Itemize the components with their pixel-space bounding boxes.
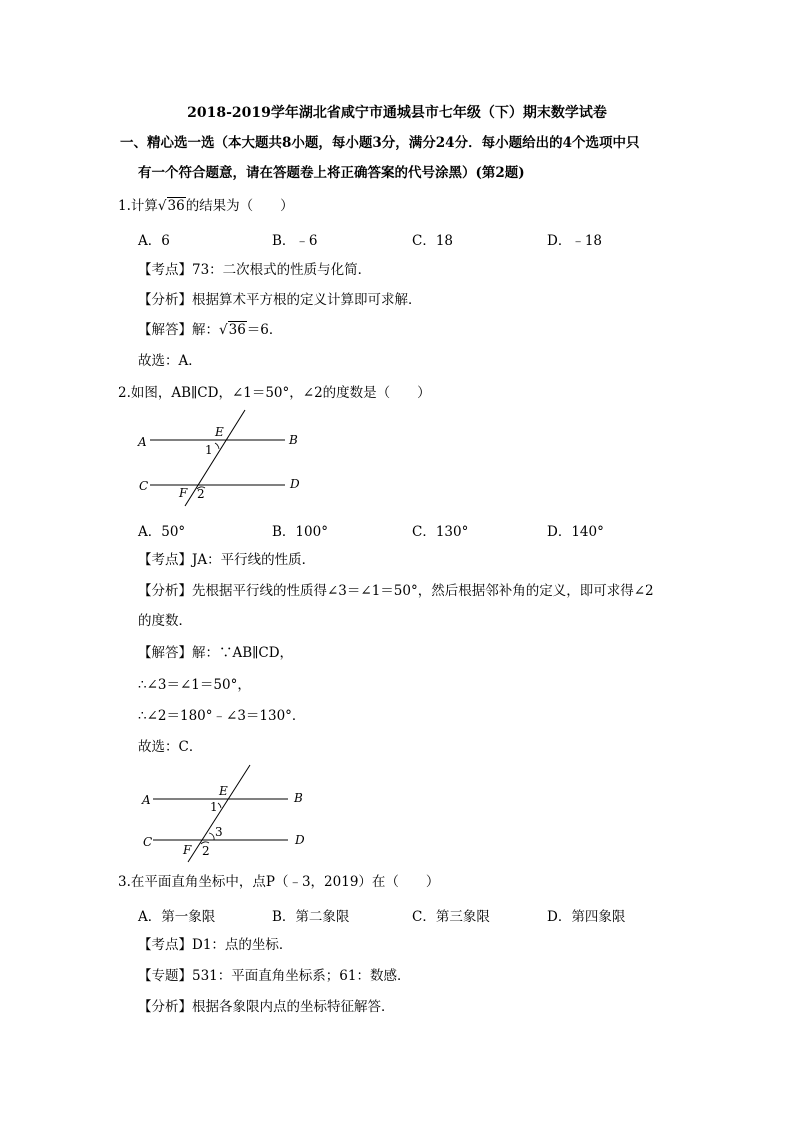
fenxi-label: 【分析】 <box>138 292 192 308</box>
kaodian-label: 【考点】 <box>138 552 192 568</box>
q1-option-a: A．6 <box>138 233 170 249</box>
q2-figure-parallel-lines <box>135 408 315 510</box>
label-a: A <box>138 435 147 449</box>
jieda-label: 【解答】 <box>138 645 192 661</box>
q2-fenxi-line2: 的度数． <box>138 613 192 629</box>
kaodian-text: 73：二次根式的性质与化简． <box>192 262 372 278</box>
label-f: F <box>183 843 192 857</box>
q1-option-b: B．﹣6 <box>272 233 318 249</box>
zhuanti-label: 【专题】 <box>138 968 192 984</box>
q1-jieda <box>138 321 282 339</box>
q3-fenxi <box>138 998 395 1016</box>
angle-1-arc <box>218 803 221 808</box>
label-b: B <box>294 791 303 805</box>
fenxi-text: 先根据平行线的性质得∠3＝∠1＝50°，然后根据邻补角的定义，即可求得∠2 <box>192 583 654 599</box>
q3-option-a: A．第一象限 <box>138 909 216 925</box>
q2-option-b: B．100° <box>272 524 328 540</box>
q2-step1: ∴∠3＝∠1＝50°， <box>138 677 251 693</box>
jieda-text: 解：∵AB∥CD， <box>192 645 294 661</box>
q1-stem-suffix: 的结果为（ ） <box>185 198 294 214</box>
label-c: C <box>143 835 153 849</box>
q2-fenxi-line1 <box>138 582 654 600</box>
fenxi-text: 根据各象限内点的坐标特征解答． <box>192 999 395 1015</box>
q3-option-b: B．第二象限 <box>272 909 350 925</box>
label-e: E <box>219 784 228 798</box>
kaodian-text: D1：点的坐标． <box>192 937 293 953</box>
jieda-prefix: 解： <box>192 322 219 338</box>
label-angle-2: 2 <box>202 844 210 858</box>
q2-option-c: C．130° <box>412 524 469 540</box>
q2-option-d: D．140° <box>547 524 604 540</box>
label-e: E <box>215 425 224 439</box>
label-f: F <box>179 486 188 500</box>
q2-kaodian <box>138 551 315 569</box>
radical-sign-icon: √ <box>219 322 228 338</box>
q3-zhuanti <box>138 967 410 985</box>
label-angle-2: 2 <box>197 487 205 501</box>
label-b: B <box>289 433 298 447</box>
q1-fenxi <box>138 291 422 309</box>
fenxi-label: 【分析】 <box>138 583 192 599</box>
q3-stem: 3.在平面直角坐标中，点P（﹣3，2019）在（ ） <box>118 874 440 890</box>
label-angle-1: 1 <box>210 800 218 814</box>
q1-stem <box>118 197 294 215</box>
q1-guxuan: 故选：A． <box>138 353 202 369</box>
section-heading-line1: 一、精心选一选（本大题共8小题，每小题3分，满分24分．每小题给出的4个选项中只 <box>120 135 640 151</box>
q3-option-c: C．第三象限 <box>412 909 490 925</box>
zhuanti-text: 531：平面直角坐标系；61：数感． <box>192 968 411 984</box>
q3-option-d: D．第四象限 <box>547 909 626 925</box>
q2-step2: ∴∠2＝180°﹣∠3＝130°． <box>138 708 306 724</box>
exam-title: 2018-2019学年湖北省咸宁市通城县市七年级（下）期末数学试卷 <box>187 105 607 121</box>
q3-kaodian <box>138 936 292 954</box>
label-a: A <box>142 793 151 807</box>
radical-sign-icon: √ <box>157 198 167 214</box>
fenxi-text: 根据算术平方根的定义计算即可求解． <box>192 292 422 308</box>
fenxi-label: 【分析】 <box>138 999 192 1015</box>
angle-1-arc <box>215 443 219 449</box>
kaodian-label: 【考点】 <box>138 262 192 278</box>
kaodian-text: JA：平行线的性质． <box>192 552 316 568</box>
jieda-label: 【解答】 <box>138 322 192 338</box>
jieda-suffix: ＝6． <box>246 322 283 338</box>
q1-option-d: D．﹣18 <box>547 233 603 249</box>
angle-3-arc <box>209 833 214 840</box>
q1-sqrt <box>158 197 186 215</box>
q1-answer-sqrt <box>219 321 247 339</box>
transversal-ef <box>188 765 250 862</box>
q2-jieda <box>138 644 293 662</box>
q2-solution-figure <box>138 763 318 865</box>
q1-stem-prefix: 1.计算 <box>118 198 158 214</box>
label-angle-1: 1 <box>205 443 213 457</box>
section-heading-line2: 有一个符合题意，请在答题卷上将正确答案的代号涂黑）(第2题) <box>138 165 525 181</box>
label-d: D <box>295 833 305 847</box>
q1-kaodian <box>138 261 371 279</box>
label-c: C <box>139 479 149 493</box>
label-angle-3: 3 <box>215 825 223 839</box>
q2-guxuan: 故选：C． <box>138 739 203 755</box>
q1-option-c: C．18 <box>412 233 454 249</box>
kaodian-label: 【考点】 <box>138 937 192 953</box>
q2-stem: 2.如图，AB∥CD，∠1＝50°，∠2的度数是（ ） <box>118 385 431 401</box>
q1-radicand: 36 <box>167 198 185 214</box>
label-d: D <box>290 477 300 491</box>
q2-option-a: A．50° <box>138 524 186 540</box>
q1-answer-radicand: 36 <box>228 322 246 338</box>
